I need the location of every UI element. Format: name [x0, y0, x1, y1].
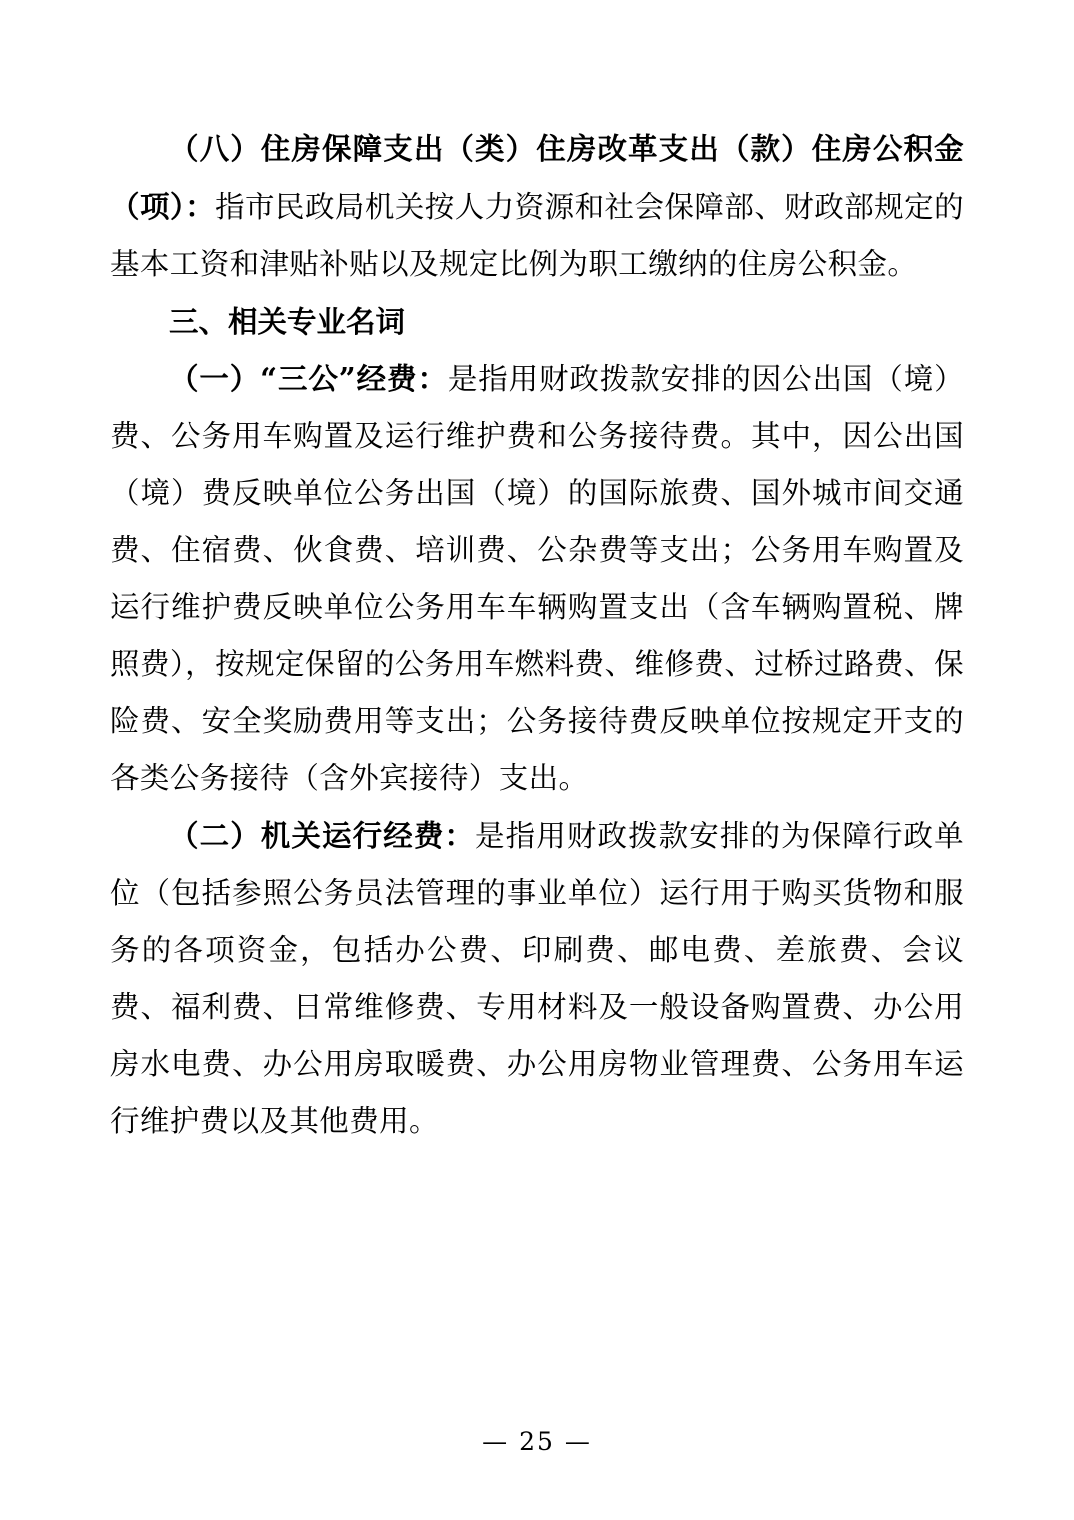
term-heading-three-publics: （一）“三公”经费： — [169, 361, 448, 396]
paragraph-housing-fund — [110, 120, 964, 293]
term-body-agency-operating: 是指用财政拨款安排的为保障行政单位（包括参照公务员法管理的事业单位）运行用于购买货物和服务的各项资金，包括办公费、印刷费、邮电费、差旅费、会议费、福利费、日常维修费、专用材料及一般设备购置费、办公用房水电费、办公用房取暖费、办公用房物业管理费、公务用车运行维护费以及其他费用。 — [110, 819, 964, 1138]
paragraph-term-three-publics — [110, 350, 964, 807]
term-heading-agency-operating: （二）机关运行经费： — [169, 818, 476, 853]
term-body-three-publics: 是指用财政拨款安排的因公出国（境）费、公务用车购置及运行维护费和公务接待费。其中，因公出国（境）费反映单位公务出国（境）的国际旅费、国外城市间交通费、住宿费、伙食费、培训费、公杂费等支出；公务用车购置及运行维护费反映单位公务用车车辆购置支出（含车辆购置税、牌照费），按规定保留的公务用车燃料费、维修费、过桥过路费、保险费、安全奖励费用等支出；公务接待费反映单位按规定开支的各类公务接待（含外宾接待）支出。 — [110, 362, 964, 795]
paragraph-term-agency-operating — [110, 807, 964, 1150]
section-heading-related-terms: 三、相关专业名词 — [169, 304, 406, 339]
paragraph-heading-housing-fund: （八）住房保障支出（类）住房改革支出（款）住房公积金（项）： — [110, 131, 964, 224]
page-number: — 25 — — [482, 1427, 592, 1456]
paragraph-body-housing-fund: 指市民政局机关按人力资源和社会保障部、财政部规定的基本工资和津贴补贴以及规定比例为职工缴纳的住房公积金。 — [110, 190, 964, 281]
